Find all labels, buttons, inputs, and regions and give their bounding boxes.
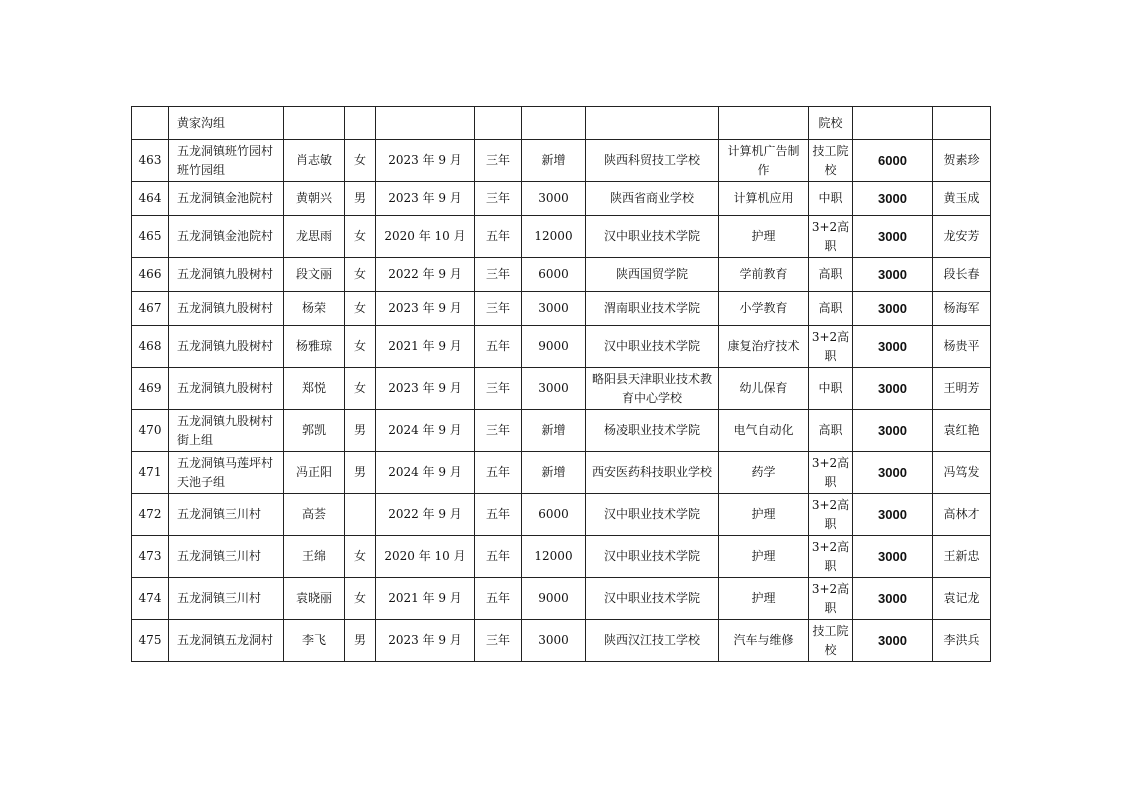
subsidy-amount-cell: 3000 bbox=[853, 368, 933, 410]
fee-cell: 6000 bbox=[522, 494, 586, 536]
study-length-cell: 五年 bbox=[475, 216, 522, 258]
subsidy-amount-cell: 3000 bbox=[853, 452, 933, 494]
row-number: 472 bbox=[132, 494, 169, 536]
table-row bbox=[132, 182, 991, 216]
table-row bbox=[132, 536, 991, 578]
student-name-cell: 龙思雨 bbox=[284, 216, 345, 258]
major-cell: 汽车与维修 bbox=[719, 620, 809, 662]
school-level-cell: 院校 bbox=[809, 107, 853, 140]
study-length-cell: 五年 bbox=[475, 578, 522, 620]
guardian-cell: 袁记龙 bbox=[933, 578, 991, 620]
enrollment-date-cell: 2024 年 9 月 bbox=[376, 452, 475, 494]
major-cell bbox=[719, 107, 809, 140]
study-length-cell bbox=[475, 107, 522, 140]
school-cell: 略阳县天津职业技术教育中心学校 bbox=[586, 368, 719, 410]
student-subsidy-table bbox=[131, 106, 991, 662]
study-length-cell: 五年 bbox=[475, 494, 522, 536]
major-cell: 药学 bbox=[719, 452, 809, 494]
row-number: 471 bbox=[132, 452, 169, 494]
guardian-cell: 李洪兵 bbox=[933, 620, 991, 662]
school-cell: 陕西省商业学校 bbox=[586, 182, 719, 216]
subsidy-amount-cell: 6000 bbox=[853, 140, 933, 182]
enrollment-date-cell: 2024 年 9 月 bbox=[376, 410, 475, 452]
study-length-cell: 三年 bbox=[475, 410, 522, 452]
school-cell: 陕西科贸技工学校 bbox=[586, 140, 719, 182]
village-cell: 五龙洞镇三川村 bbox=[169, 536, 284, 578]
enrollment-date-cell: 2023 年 9 月 bbox=[376, 140, 475, 182]
gender-cell: 女 bbox=[345, 536, 376, 578]
table-row bbox=[132, 258, 991, 292]
fee-cell: 3000 bbox=[522, 182, 586, 216]
student-name-cell: 肖志敏 bbox=[284, 140, 345, 182]
subsidy-amount-cell: 3000 bbox=[853, 494, 933, 536]
guardian-cell: 龙安芳 bbox=[933, 216, 991, 258]
gender-cell bbox=[345, 494, 376, 536]
fee-cell: 3000 bbox=[522, 292, 586, 326]
school-cell: 西安医药科技职业学校 bbox=[586, 452, 719, 494]
school-level-cell: 3+2高职 bbox=[809, 326, 853, 368]
fee-cell: 新增 bbox=[522, 410, 586, 452]
subsidy-amount-cell: 3000 bbox=[853, 292, 933, 326]
gender-cell: 男 bbox=[345, 182, 376, 216]
table-row bbox=[132, 216, 991, 258]
fee-cell: 12000 bbox=[522, 536, 586, 578]
guardian-cell: 高林才 bbox=[933, 494, 991, 536]
village-cell: 五龙洞镇九股树村街上组 bbox=[169, 410, 284, 452]
village-cell: 五龙洞镇九股树村 bbox=[169, 292, 284, 326]
subsidy-amount-cell: 3000 bbox=[853, 410, 933, 452]
row-number: 465 bbox=[132, 216, 169, 258]
village-cell: 五龙洞镇九股树村 bbox=[169, 258, 284, 292]
major-cell: 护理 bbox=[719, 578, 809, 620]
village-cell: 五龙洞镇金池院村 bbox=[169, 182, 284, 216]
enrollment-date-cell: 2021 年 9 月 bbox=[376, 578, 475, 620]
gender-cell: 男 bbox=[345, 452, 376, 494]
gender-cell: 女 bbox=[345, 326, 376, 368]
fee-cell: 3000 bbox=[522, 620, 586, 662]
table-row bbox=[132, 578, 991, 620]
student-name-cell: 郑悦 bbox=[284, 368, 345, 410]
gender-cell: 女 bbox=[345, 140, 376, 182]
gender-cell: 女 bbox=[345, 258, 376, 292]
school-level-cell: 中职 bbox=[809, 182, 853, 216]
study-length-cell: 三年 bbox=[475, 620, 522, 662]
fee-cell: 12000 bbox=[522, 216, 586, 258]
enrollment-date-cell: 2023 年 9 月 bbox=[376, 182, 475, 216]
school-cell: 汉中职业技术学院 bbox=[586, 326, 719, 368]
enrollment-date-cell: 2020 年 10 月 bbox=[376, 216, 475, 258]
study-length-cell: 三年 bbox=[475, 140, 522, 182]
guardian-cell bbox=[933, 107, 991, 140]
fee-cell: 新增 bbox=[522, 140, 586, 182]
enrollment-date-cell: 2022 年 9 月 bbox=[376, 494, 475, 536]
school-cell: 杨凌职业技术学院 bbox=[586, 410, 719, 452]
gender-cell: 男 bbox=[345, 410, 376, 452]
major-cell: 小学教育 bbox=[719, 292, 809, 326]
village-cell: 五龙洞镇九股树村 bbox=[169, 368, 284, 410]
subsidy-amount-cell: 3000 bbox=[853, 258, 933, 292]
major-cell: 康复治疗技术 bbox=[719, 326, 809, 368]
table-row bbox=[132, 292, 991, 326]
major-cell: 护理 bbox=[719, 216, 809, 258]
table-row bbox=[132, 494, 991, 536]
guardian-cell: 王明芳 bbox=[933, 368, 991, 410]
enrollment-date-cell bbox=[376, 107, 475, 140]
enrollment-date-cell: 2023 年 9 月 bbox=[376, 620, 475, 662]
school-cell: 陕西汉江技工学校 bbox=[586, 620, 719, 662]
school-cell: 汉中职业技术学院 bbox=[586, 578, 719, 620]
fee-cell: 6000 bbox=[522, 258, 586, 292]
student-name-cell: 李飞 bbox=[284, 620, 345, 662]
enrollment-date-cell: 2023 年 9 月 bbox=[376, 368, 475, 410]
gender-cell: 女 bbox=[345, 216, 376, 258]
row-number: 468 bbox=[132, 326, 169, 368]
study-length-cell: 三年 bbox=[475, 182, 522, 216]
row-number: 463 bbox=[132, 140, 169, 182]
subsidy-amount-cell: 3000 bbox=[853, 620, 933, 662]
major-cell: 护理 bbox=[719, 494, 809, 536]
school-level-cell: 3+2高职 bbox=[809, 216, 853, 258]
enrollment-date-cell: 2022 年 9 月 bbox=[376, 258, 475, 292]
student-name-cell: 杨雅琼 bbox=[284, 326, 345, 368]
major-cell: 电气自动化 bbox=[719, 410, 809, 452]
guardian-cell: 冯笃发 bbox=[933, 452, 991, 494]
study-length-cell: 五年 bbox=[475, 536, 522, 578]
student-name-cell: 冯正阳 bbox=[284, 452, 345, 494]
school-level-cell: 高职 bbox=[809, 410, 853, 452]
fee-cell: 新增 bbox=[522, 452, 586, 494]
guardian-cell: 杨海军 bbox=[933, 292, 991, 326]
study-length-cell: 五年 bbox=[475, 326, 522, 368]
major-cell: 计算机广告制作 bbox=[719, 140, 809, 182]
study-length-cell: 三年 bbox=[475, 258, 522, 292]
study-length-cell: 三年 bbox=[475, 292, 522, 326]
school-level-cell: 3+2高职 bbox=[809, 536, 853, 578]
school-level-cell: 技工院校 bbox=[809, 140, 853, 182]
table-row bbox=[132, 326, 991, 368]
table-row bbox=[132, 107, 991, 140]
table-row bbox=[132, 368, 991, 410]
enrollment-date-cell: 2020 年 10 月 bbox=[376, 536, 475, 578]
enrollment-date-cell: 2023 年 9 月 bbox=[376, 292, 475, 326]
school-level-cell: 技工院校 bbox=[809, 620, 853, 662]
school-level-cell: 中职 bbox=[809, 368, 853, 410]
student-name-cell: 杨荣 bbox=[284, 292, 345, 326]
row-number: 475 bbox=[132, 620, 169, 662]
row-number bbox=[132, 107, 169, 140]
subsidy-amount-cell: 3000 bbox=[853, 182, 933, 216]
subsidy-amount-cell: 3000 bbox=[853, 536, 933, 578]
school-level-cell: 3+2高职 bbox=[809, 494, 853, 536]
table-row bbox=[132, 620, 991, 662]
school-level-cell: 3+2高职 bbox=[809, 452, 853, 494]
guardian-cell: 段长春 bbox=[933, 258, 991, 292]
subsidy-amount-cell: 3000 bbox=[853, 216, 933, 258]
major-cell: 学前教育 bbox=[719, 258, 809, 292]
school-cell: 汉中职业技术学院 bbox=[586, 216, 719, 258]
gender-cell: 女 bbox=[345, 368, 376, 410]
village-cell: 黄家沟组 bbox=[169, 107, 284, 140]
village-cell: 五龙洞镇三川村 bbox=[169, 494, 284, 536]
school-cell: 汉中职业技术学院 bbox=[586, 494, 719, 536]
row-number: 464 bbox=[132, 182, 169, 216]
subsidy-amount-cell: 3000 bbox=[853, 326, 933, 368]
guardian-cell: 贺素珍 bbox=[933, 140, 991, 182]
guardian-cell: 杨贵平 bbox=[933, 326, 991, 368]
student-name-cell bbox=[284, 107, 345, 140]
village-cell: 五龙洞镇三川村 bbox=[169, 578, 284, 620]
student-name-cell: 郭凯 bbox=[284, 410, 345, 452]
fee-cell bbox=[522, 107, 586, 140]
enrollment-date-cell: 2021 年 9 月 bbox=[376, 326, 475, 368]
guardian-cell: 王新忠 bbox=[933, 536, 991, 578]
fee-cell: 9000 bbox=[522, 326, 586, 368]
student-name-cell: 高荟 bbox=[284, 494, 345, 536]
school-cell: 汉中职业技术学院 bbox=[586, 536, 719, 578]
row-number: 470 bbox=[132, 410, 169, 452]
gender-cell bbox=[345, 107, 376, 140]
row-number: 466 bbox=[132, 258, 169, 292]
village-cell: 五龙洞镇马莲坪村天池子组 bbox=[169, 452, 284, 494]
school-level-cell: 3+2高职 bbox=[809, 578, 853, 620]
table-row bbox=[132, 452, 991, 494]
school-level-cell: 高职 bbox=[809, 258, 853, 292]
fee-cell: 9000 bbox=[522, 578, 586, 620]
school-cell bbox=[586, 107, 719, 140]
major-cell: 计算机应用 bbox=[719, 182, 809, 216]
row-number: 467 bbox=[132, 292, 169, 326]
table-row bbox=[132, 140, 991, 182]
study-length-cell: 三年 bbox=[475, 368, 522, 410]
row-number: 473 bbox=[132, 536, 169, 578]
student-name-cell: 王绵 bbox=[284, 536, 345, 578]
major-cell: 护理 bbox=[719, 536, 809, 578]
gender-cell: 男 bbox=[345, 620, 376, 662]
student-name-cell: 袁晓丽 bbox=[284, 578, 345, 620]
row-number: 469 bbox=[132, 368, 169, 410]
school-cell: 渭南职业技术学院 bbox=[586, 292, 719, 326]
guardian-cell: 袁红艳 bbox=[933, 410, 991, 452]
guardian-cell: 黄玉成 bbox=[933, 182, 991, 216]
table-row bbox=[132, 410, 991, 452]
village-cell: 五龙洞镇五龙洞村 bbox=[169, 620, 284, 662]
gender-cell: 女 bbox=[345, 578, 376, 620]
student-name-cell: 黄朝兴 bbox=[284, 182, 345, 216]
study-length-cell: 五年 bbox=[475, 452, 522, 494]
village-cell: 五龙洞镇金池院村 bbox=[169, 216, 284, 258]
school-level-cell: 高职 bbox=[809, 292, 853, 326]
subsidy-amount-cell: 3000 bbox=[853, 578, 933, 620]
row-number: 474 bbox=[132, 578, 169, 620]
student-name-cell: 段文丽 bbox=[284, 258, 345, 292]
village-cell: 五龙洞镇班竹园村班竹园组 bbox=[169, 140, 284, 182]
fee-cell: 3000 bbox=[522, 368, 586, 410]
village-cell: 五龙洞镇九股树村 bbox=[169, 326, 284, 368]
gender-cell: 女 bbox=[345, 292, 376, 326]
school-cell: 陕西国贸学院 bbox=[586, 258, 719, 292]
major-cell: 幼儿保育 bbox=[719, 368, 809, 410]
subsidy-amount-cell bbox=[853, 107, 933, 140]
